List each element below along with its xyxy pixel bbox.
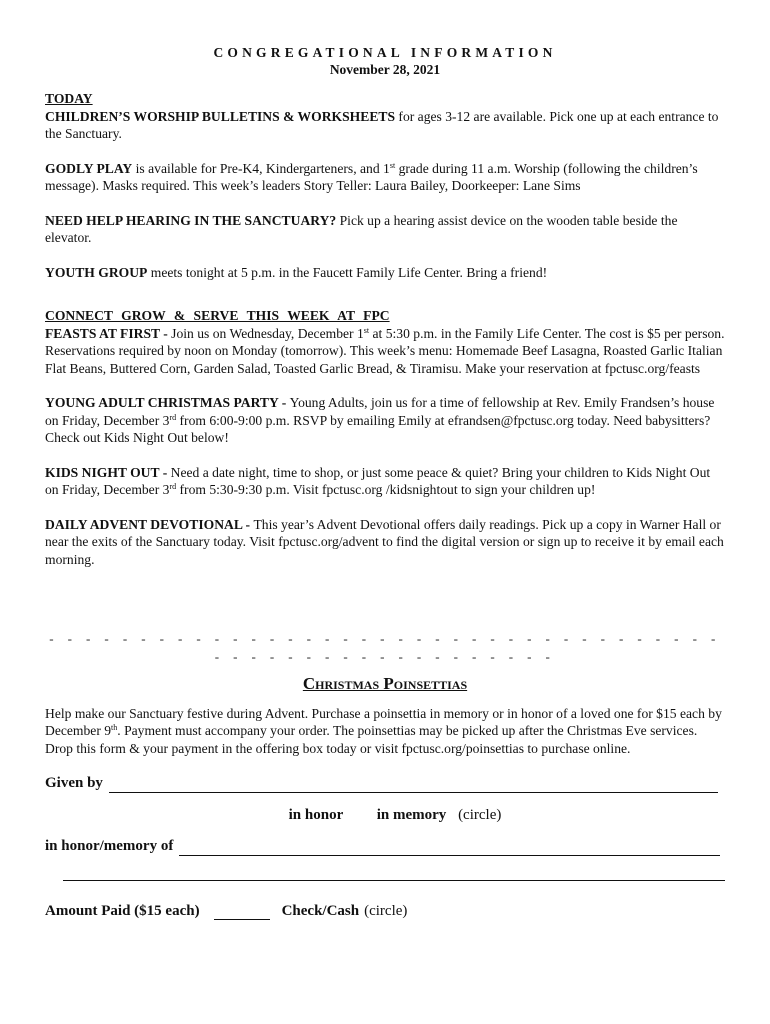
item-text: from 6:00-9:00 p.m. RSVP by emailing Emily at efrandsen@fpctusc.org today. Need babysitters? Check out Kids Night Out below! bbox=[45, 412, 711, 445]
amount-paid-field[interactable] bbox=[214, 905, 270, 920]
hearing-help-item bbox=[45, 212, 725, 247]
honor-memory-of-field[interactable] bbox=[179, 841, 720, 856]
kids-night-out-item bbox=[45, 464, 725, 499]
check-cash-option[interactable]: Check/Cash bbox=[281, 902, 360, 919]
item-text: grade during 11 a.m. Worship (following the children’s message). Masks required. This week’s leaders Story Teller: Laura Bailey, Doorkeeper: Lane Sims bbox=[45, 160, 698, 193]
item-text: at 5:30 p.m. in the Family Life Center. The cost is $5 per person. Reservations required by noon on Monday (tomorrow). This week’s menu: Homemade Beef Lasagna, Roasted Garlic Italian Flat Beans, Buttered Corn, Garden Salad, Toasted Garlic Bread, & Tiramisu. Make your reservation at fpctusc.org/feasts bbox=[45, 325, 725, 376]
page-date: November 28, 2021 bbox=[329, 62, 441, 77]
honor-memory-choice bbox=[45, 807, 725, 825]
circle-instruction: (circle) bbox=[458, 806, 502, 823]
connect-heading: CONNECT GROW & SERVE THIS WEEK AT FPC bbox=[45, 308, 390, 323]
item-text: meets tonight at 5 p.m. in the Faucett Family Life Center. Bring a friend! bbox=[147, 264, 548, 280]
item-lead: YOUTH GROUP bbox=[45, 264, 148, 280]
young-adult-party-item bbox=[45, 394, 725, 447]
item-lead: KIDS NIGHT OUT - bbox=[45, 464, 171, 480]
godly-play-item bbox=[45, 160, 725, 195]
poinsettias-description: Help make our Sanctuary festive during Advent. Purchase a poinsettia in memory or in honor of a loved one for $15 each by December 9th. Payment must accompany your order. The poinsettias may be picked up after the Christmas Eve services. Drop this form & your payment in the offering box today or visit fpctusc.org/poinsettias to purchase online. bbox=[45, 705, 722, 756]
youth-group-item bbox=[45, 264, 725, 282]
in-memory-option[interactable]: in memory bbox=[376, 806, 447, 823]
ordinal-suffix: th bbox=[111, 723, 118, 732]
honor-memory-of-label: in honor/memory of bbox=[45, 838, 174, 854]
childrens-bulletins-item bbox=[45, 108, 725, 143]
advent-devotional-item bbox=[45, 516, 725, 569]
ordinal-suffix: rd bbox=[169, 412, 177, 422]
item-text: from 5:30-9:30 p.m. Visit fpctusc.org /kidsnightout to sign your children up! bbox=[176, 482, 596, 497]
item-text: This year’s Advent Devotional offers daily readings. Pick up a copy in Warner Hall or near the exits of the Sanctuary today. Visit fpctusc.org/advent to find the digital version or sign up to receive it by email each morning. bbox=[45, 516, 724, 567]
page-title: CONGREGATIONAL INFORMATION bbox=[213, 45, 557, 60]
item-text: Need a date night, time to shop, or just some peace & quiet? Bring your children to Kids Night Out on Friday, December 3 bbox=[45, 464, 711, 497]
ordinal-suffix: st bbox=[389, 160, 396, 170]
item-text: Join us on Wednesday, December 1 bbox=[171, 325, 364, 341]
item-lead: DAILY ADVENT DEVOTIONAL - bbox=[45, 516, 254, 532]
check-cash-circle-instruction: (circle) bbox=[364, 902, 408, 919]
amount-paid-label: Amount Paid ($15 each) bbox=[45, 902, 200, 919]
honor-memory-of-row bbox=[45, 838, 725, 856]
ordinal-suffix: st bbox=[363, 325, 370, 335]
given-by-label: Given by bbox=[45, 775, 103, 791]
honor-memory-continuation-row bbox=[63, 866, 725, 881]
item-lead: FEASTS AT FIRST - bbox=[45, 325, 172, 341]
item-lead: CHILDREN’S WORSHIP BULLETINS & WORKSHEETS bbox=[45, 108, 396, 124]
ordinal-suffix: rd bbox=[169, 482, 177, 491]
amount-paid-row bbox=[45, 903, 725, 921]
given-by-field[interactable] bbox=[109, 778, 718, 793]
given-by-row bbox=[45, 775, 725, 793]
item-lead: NEED HELP HEARING IN THE SANCTUARY? bbox=[45, 212, 337, 228]
item-lead: GODLY PLAY bbox=[45, 160, 133, 176]
in-honor-option[interactable]: in honor bbox=[288, 806, 344, 823]
item-text: Young Adults, join us for a time of fellowship at Rev. Emily Frandsen’s house on Friday, December 3 bbox=[45, 395, 715, 428]
poinsettias-title: Christmas Poinsettias bbox=[302, 674, 468, 693]
today-heading: TODAY bbox=[45, 91, 93, 106]
item-lead: YOUNG ADULT CHRISTMAS PARTY - bbox=[45, 395, 290, 410]
bulletin-page bbox=[45, 44, 725, 920]
cut-line-divider: - - - - - - - - - - - - - - - - - - - - - - - - - - - - - - - - - - - - - - - - - - - - - - - - - - - - - - - - bbox=[49, 631, 721, 664]
feasts-item bbox=[45, 325, 725, 378]
honor-memory-of-field-line-2[interactable] bbox=[63, 866, 725, 881]
item-text: is available for Pre-K4, Kindergarteners, and 1 bbox=[132, 160, 390, 176]
item-text: for ages 3-12 are available. Pick one up at each entrance to the Sanctuary. bbox=[45, 108, 719, 141]
item-text: Pick up a hearing assist device on the wooden table beside the elevator. bbox=[45, 212, 678, 245]
